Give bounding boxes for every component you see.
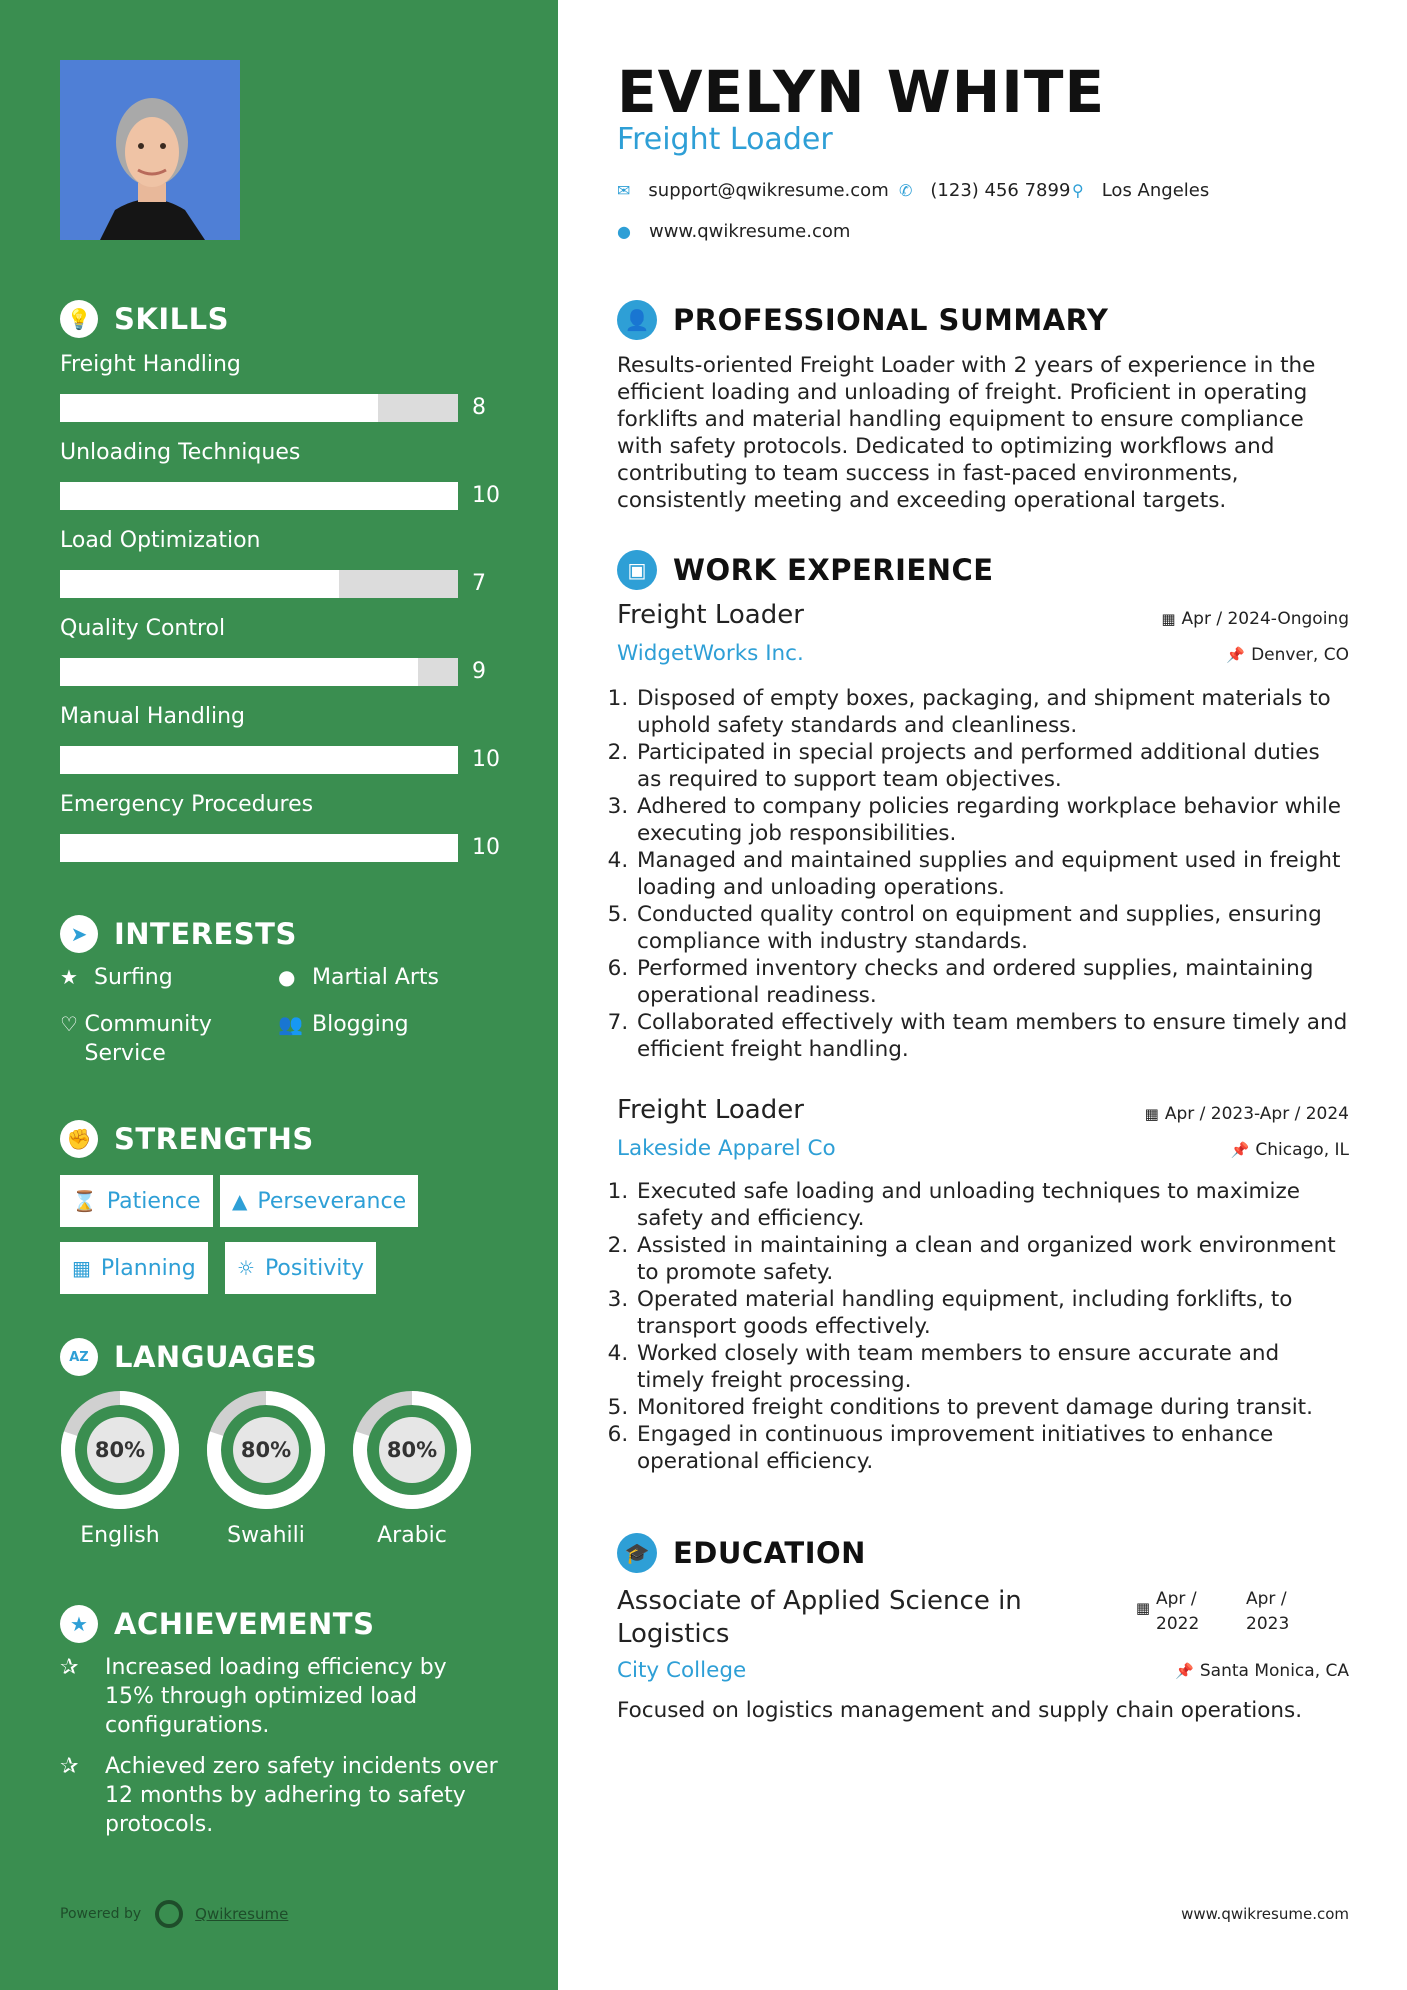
calendar-icon: ▦	[72, 1256, 91, 1280]
skill-bar-track	[60, 570, 458, 598]
skill-item	[60, 352, 500, 422]
skill-item	[60, 440, 500, 510]
skill-bar-fill	[60, 746, 458, 774]
contact-email[interactable]	[617, 180, 889, 201]
language-ring	[350, 1388, 474, 1512]
graduation-icon: 🎓	[617, 1533, 657, 1573]
language-ring	[204, 1388, 328, 1512]
pin-icon: 📌	[1226, 646, 1246, 664]
calendar-icon: ▦	[1144, 1105, 1159, 1123]
summary-title: PROFESSIONAL SUMMARY	[673, 303, 1109, 337]
skill-value: 8	[472, 395, 486, 420]
powered-by-label: Powered by	[60, 1906, 142, 1922]
skill-label: Load Optimization	[60, 528, 261, 553]
job-dates-text: Apr / 2024-Ongoing	[1181, 609, 1349, 629]
duty-item: 5. Conducted quality control on equipment and supplies, ensuring compliance with industry standards.	[635, 901, 1349, 955]
skill-bar-track	[60, 482, 458, 510]
skill-value: 10	[472, 835, 500, 860]
language-name: Swahili	[227, 1523, 305, 1548]
duty-item: 6. Performed inventory checks and ordered supplies, maintaining operational readiness.	[635, 955, 1349, 1009]
school-name: City College	[617, 1658, 747, 1683]
duty-item: 5. Monitored freight conditions to prevent damage during transit.	[635, 1394, 1349, 1421]
strength-badge	[225, 1242, 376, 1294]
sidebar	[0, 0, 558, 1990]
globe-icon: ●	[617, 222, 631, 241]
skill-label: Quality Control	[60, 616, 226, 641]
contact-location	[1072, 180, 1209, 201]
job-location	[1231, 1140, 1349, 1160]
language-percent: 80%	[94, 1438, 146, 1462]
duty-item: 1. Disposed of empty boxes, packaging, and shipment materials to uphold safety standards and cleanliness.	[635, 685, 1349, 739]
education-title: EDUCATION	[673, 1536, 866, 1570]
job-location	[1226, 645, 1349, 665]
skill-value: 10	[472, 747, 500, 772]
language-percent: 80%	[240, 1438, 292, 1462]
languages-heading	[60, 1338, 317, 1376]
strength-badge	[220, 1175, 418, 1227]
skill-bar-track	[60, 394, 458, 422]
duty-item: 2. Participated in special projects and performed additional duties as required to support team objectives.	[635, 739, 1349, 793]
envelope-icon: ✉	[617, 181, 631, 200]
skill-item	[60, 528, 500, 598]
skill-label: Emergency Procedures	[60, 792, 314, 817]
fist-icon: ✊	[60, 1120, 98, 1158]
education-heading	[617, 1533, 866, 1573]
footer-website[interactable]: www.qwikresume.com	[1181, 1905, 1349, 1923]
job-dates-text: Apr / 2023-Apr / 2024	[1164, 1104, 1349, 1124]
skill-value: 10	[472, 483, 500, 508]
job-title: Freight Loader	[617, 600, 804, 630]
pin-icon: 📌	[1175, 1662, 1194, 1680]
duty-item: 7. Collaborated effectively with team members to ensure timely and efficient freight handling.	[635, 1009, 1349, 1063]
qwikresume-logo-icon	[155, 1900, 183, 1928]
strength-label: Perseverance	[257, 1188, 407, 1214]
strength-label: Patience	[106, 1188, 201, 1214]
powered-by	[60, 1900, 288, 1928]
duty-item: 4. Managed and maintained supplies and equipment used in freight loading and unloading operations.	[635, 847, 1349, 901]
education-start: Apr / 2022	[1156, 1589, 1200, 1634]
candidate-name: EVELYN WHITE	[617, 58, 1106, 126]
calendar-icon: ▦	[1135, 1599, 1150, 1617]
pin-icon: 📌	[1230, 1141, 1250, 1159]
skill-bar-fill	[60, 394, 378, 422]
language-ring	[58, 1388, 182, 1512]
achievement-item	[60, 1653, 500, 1740]
interests-heading	[60, 915, 297, 953]
achievement-item	[60, 1752, 500, 1839]
website-text: www.qwikresume.com	[648, 221, 851, 242]
strengths-heading	[60, 1120, 314, 1158]
interest-label: Community Service	[84, 1012, 212, 1066]
skill-item	[60, 704, 500, 774]
job-title: Freight Loader	[617, 1095, 804, 1125]
skills-heading	[60, 300, 229, 338]
profile-photo	[60, 60, 240, 240]
translate-icon: AZ	[60, 1338, 98, 1376]
job-dates	[1145, 1104, 1349, 1124]
experience-title: WORK EXPERIENCE	[673, 553, 994, 587]
education-description: Focused on logistics management and supply chain operations.	[617, 1698, 1303, 1723]
duty-item: 6. Engaged in continuous improvement initiatives to enhance operational efficiency.	[635, 1421, 1349, 1475]
strength-badge	[60, 1242, 208, 1294]
education-dates	[1136, 1587, 1306, 1637]
star-icon: ✰	[60, 1754, 79, 1779]
skill-bar-track	[60, 658, 458, 686]
skill-bar-track	[60, 746, 458, 774]
job-location-text: Denver, CO	[1251, 645, 1349, 665]
education-location-text: Santa Monica, CA	[1199, 1661, 1349, 1681]
job-company: Lakeside Apparel Co	[617, 1136, 836, 1161]
skill-value: 7	[472, 571, 486, 596]
contact-phone[interactable]	[899, 180, 1070, 201]
hand-icon: ♡	[60, 1012, 78, 1036]
interest-item	[278, 1010, 498, 1039]
skill-bar-fill	[60, 570, 339, 598]
degree-title: Associate of Applied Science in Logistics	[617, 1586, 1022, 1649]
strength-label: Positivity	[264, 1255, 364, 1281]
duty-item: 2. Assisted in maintaining a clean and organized work environment to promote safety.	[635, 1232, 1349, 1286]
interest-label: Martial Arts	[312, 965, 440, 990]
interest-item	[278, 963, 498, 992]
hourglass-icon: ⌛	[72, 1189, 97, 1213]
duty-item: 4. Worked closely with team members to ensure accurate and timely freight processing.	[635, 1340, 1349, 1394]
lightbulb-icon: 💡	[60, 300, 98, 338]
star-icon: ★	[60, 965, 78, 989]
skill-label: Manual Handling	[60, 704, 246, 729]
experience-heading	[617, 550, 994, 590]
job-location-text: Chicago, IL	[1255, 1140, 1349, 1160]
language-percent: 80%	[386, 1438, 438, 1462]
map-pin-icon: ⚲	[1072, 181, 1084, 200]
duty-item: 3. Operated material handling equipment, including forklifts, to transport goods effectively.	[635, 1286, 1349, 1340]
job-duties	[617, 685, 1349, 1063]
skill-bar-fill	[60, 658, 418, 686]
strengths-title: STRENGTHS	[114, 1122, 314, 1156]
interest-label: Blogging	[312, 1012, 409, 1037]
summary-text: Results-oriented Freight Loader with 2 years of experience in the efficient loading and unloading of freight. Proficient in operating forklifts and material handling equipment to ensure compliance with safety protocols. Dedicated to optimizing workflows and contributing to team success in fast-paced environments, consistently meeting and exceeding operational targets.	[617, 353, 1316, 513]
email-text: support@qwikresume.com	[648, 180, 889, 201]
strength-badge	[60, 1175, 213, 1227]
user-icon: 👤	[617, 300, 657, 340]
interests-title: INTERESTS	[114, 917, 297, 951]
skill-item	[60, 616, 500, 686]
duty-item: 1. Executed safe loading and unloading techniques to maximize safety and efficiency.	[635, 1178, 1349, 1232]
skill-label: Unloading Techniques	[60, 440, 301, 465]
phone-icon: ✆	[899, 181, 913, 200]
interest-item	[60, 963, 260, 992]
globe-icon: ●	[278, 965, 296, 989]
briefcase-icon: ▣	[617, 550, 657, 590]
paper-plane-icon: ➤	[60, 915, 98, 953]
candidate-role: Freight Loader	[617, 122, 833, 157]
sun-icon: ☼	[237, 1256, 255, 1280]
phone-text: (123) 456 7899	[930, 180, 1071, 201]
summary-heading	[617, 300, 1108, 340]
skill-bar-fill	[60, 834, 458, 862]
language-name: English	[80, 1523, 160, 1548]
calendar-icon: ▦	[1161, 610, 1176, 628]
skill-bar-fill	[60, 482, 458, 510]
achievement-text: Increased loading efficiency by 15% through optimized load configurations.	[105, 1655, 447, 1738]
trophy-star-icon: ★	[60, 1605, 98, 1643]
skill-label: Freight Handling	[60, 352, 241, 377]
education-location	[1175, 1661, 1349, 1681]
job-company: WidgetWorks Inc.	[617, 641, 804, 666]
skill-value: 9	[472, 659, 486, 684]
achievement-text: Achieved zero safety incidents over 12 months by adhering to safety protocols.	[105, 1754, 498, 1837]
job-dates	[1161, 609, 1349, 629]
skills-title: SKILLS	[114, 302, 229, 336]
star-icon: ✰	[60, 1655, 79, 1680]
contact-website[interactable]	[617, 221, 850, 242]
strength-label: Planning	[100, 1255, 196, 1281]
languages-title: LANGUAGES	[114, 1340, 318, 1374]
skill-bar-track	[60, 834, 458, 862]
language-name: Arabic	[377, 1523, 447, 1548]
interest-label: Surfing	[94, 965, 173, 990]
achievements-heading	[60, 1605, 374, 1643]
road-icon: ▲	[232, 1189, 248, 1213]
skill-item	[60, 792, 500, 862]
location-text: Los Angeles	[1101, 180, 1210, 201]
users-icon: 👥	[278, 1012, 303, 1036]
qwikresume-link[interactable]: Qwikresume	[195, 1905, 289, 1923]
achievements-title: ACHIEVEMENTS	[114, 1607, 375, 1641]
duty-item: 3. Adhered to company policies regarding workplace behavior while executing job responsibilities.	[635, 793, 1349, 847]
interest-item	[60, 1010, 240, 1068]
education-end: Apr / 2023	[1246, 1589, 1290, 1634]
job-duties	[617, 1178, 1349, 1475]
